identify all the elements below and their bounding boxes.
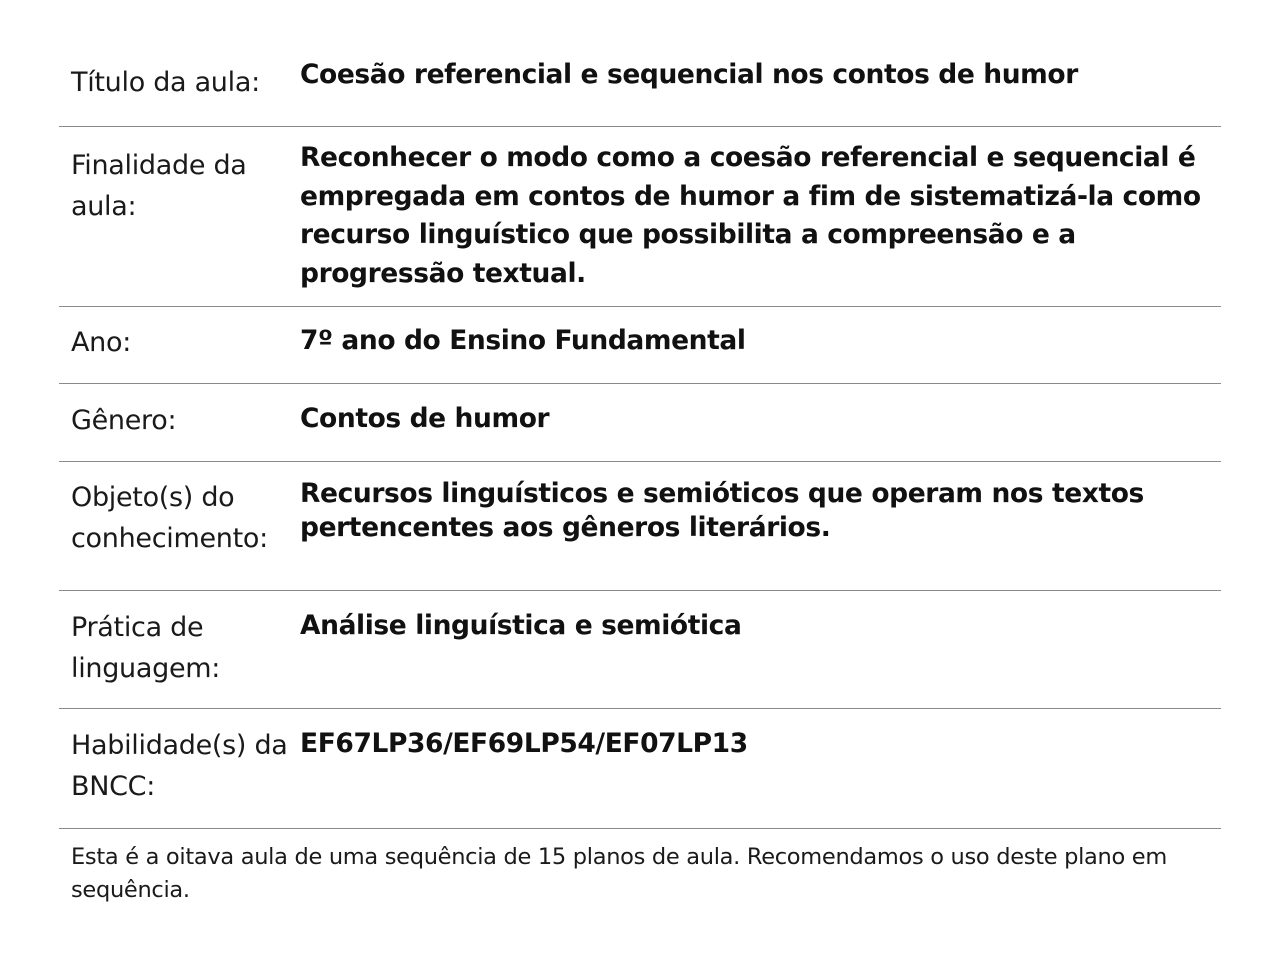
ano-value: 7º ano do Ensino Fundamental: [300, 325, 746, 356]
row-pratica-linguagem: [59, 591, 1221, 709]
objeto-label: Objeto(s) do conhecimento:: [71, 482, 268, 554]
row-objeto-conhecimento: [59, 462, 1221, 591]
row-ano: [59, 307, 1221, 384]
finalidade-label: Finalidade da aula:: [71, 150, 247, 222]
genero-label: Gênero:: [71, 405, 177, 436]
row-finalidade: [59, 127, 1221, 307]
pratica-label: Prática de linguagem:: [71, 612, 221, 684]
objeto-value: Recursos linguísticos e semióticos que operam nos textos pertencentes aos gêneros literários.: [300, 478, 1144, 543]
row-titulo: [59, 40, 1221, 127]
genero-value: Contos de humor: [300, 403, 550, 434]
finalidade-value: Reconhecer o modo como a coesão referencial e sequencial é empregada em contos de humor a fim de sistematizá-la como recurso linguístico que possibilita a compreensão e a progressão textual.: [300, 142, 1201, 289]
pratica-value: Análise linguística e semiótica: [300, 610, 742, 641]
titulo-value: Coesão referencial e sequencial nos contos de humor: [300, 59, 1078, 90]
ano-label: Ano:: [71, 327, 131, 358]
lesson-plan-table: [59, 40, 1221, 907]
sequence-note: Esta é a oitava aula de uma sequência de 15 planos de aula. Recomendamos o uso deste plano em sequência.: [71, 844, 1167, 903]
habilidade-label: Habilidade(s) da BNCC:: [71, 730, 288, 802]
habilidade-value: EF67LP36/EF69LP54/EF07LP13: [300, 728, 748, 759]
row-habilidade-bncc: [59, 709, 1221, 829]
titulo-label: Título da aula:: [71, 67, 260, 98]
row-genero: [59, 384, 1221, 462]
